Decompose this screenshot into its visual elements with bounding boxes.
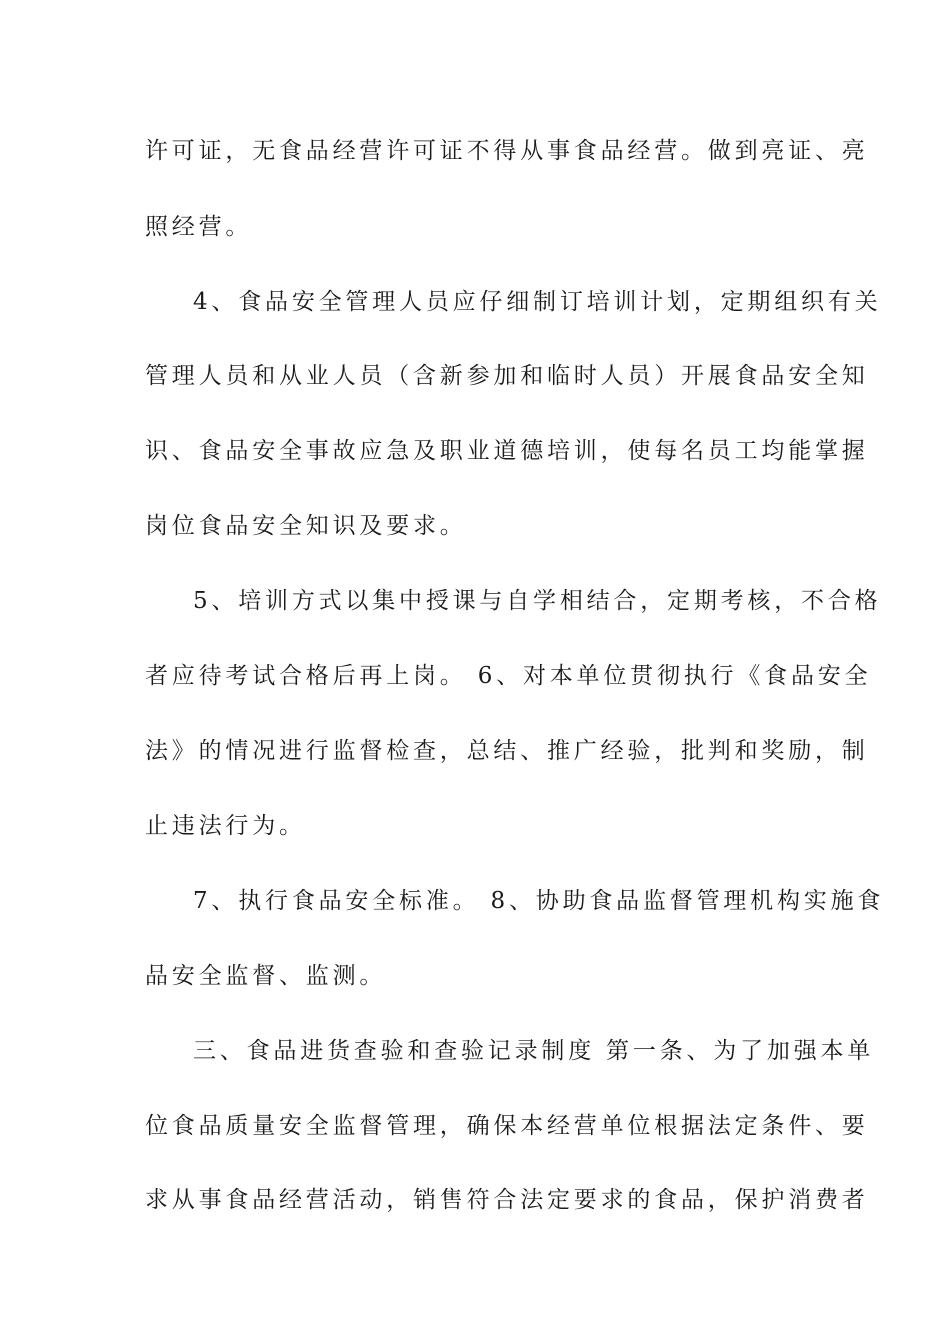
- text-line: 者应待考试合格后再上岗。 6、对本单位贯彻执行《食品安全: [145, 663, 872, 689]
- paragraph-start-line: 4、食品安全管理人员应仔细制订培训计划，定期组织有关: [193, 289, 882, 315]
- text-line: 管理人员和从业人员（含新参加和临时人员）开展食品安全知: [145, 363, 869, 389]
- text-line: 止违法行为。: [145, 813, 306, 839]
- paragraph-start-line: 三、食品进货查验和查验记录制度 第一条、为了加强本单: [193, 1038, 875, 1064]
- text-line: 许可证，无食品经营许可证不得从事食品经营。做到亮证、亮: [145, 138, 869, 164]
- text-line: 品安全监督、监测。: [145, 963, 387, 989]
- text-line: 求从事食品经营活动，销售符合法定要求的食品，保护消费者: [145, 1187, 869, 1213]
- text-line: 法》的情况进行监督检查，总结、推广经验，批判和奖励，制: [145, 738, 869, 764]
- text-line: 岗位食品安全知识及要求。: [145, 513, 467, 539]
- paragraph-start-line: 5、培训方式以集中授课与自学相结合，定期考核，不合格: [193, 588, 882, 614]
- text-line: 照经营。: [145, 214, 253, 240]
- text-line: 识、食品安全事故应急及职业道德培训，使每名员工均能掌握: [145, 438, 869, 464]
- paragraph-start-line: 7、执行食品安全标准。 8、协助食品监督管理机构实施食: [193, 888, 885, 914]
- text-line: 位食品质量安全监督管理，确保本经营单位根据法定条件、要: [145, 1113, 869, 1139]
